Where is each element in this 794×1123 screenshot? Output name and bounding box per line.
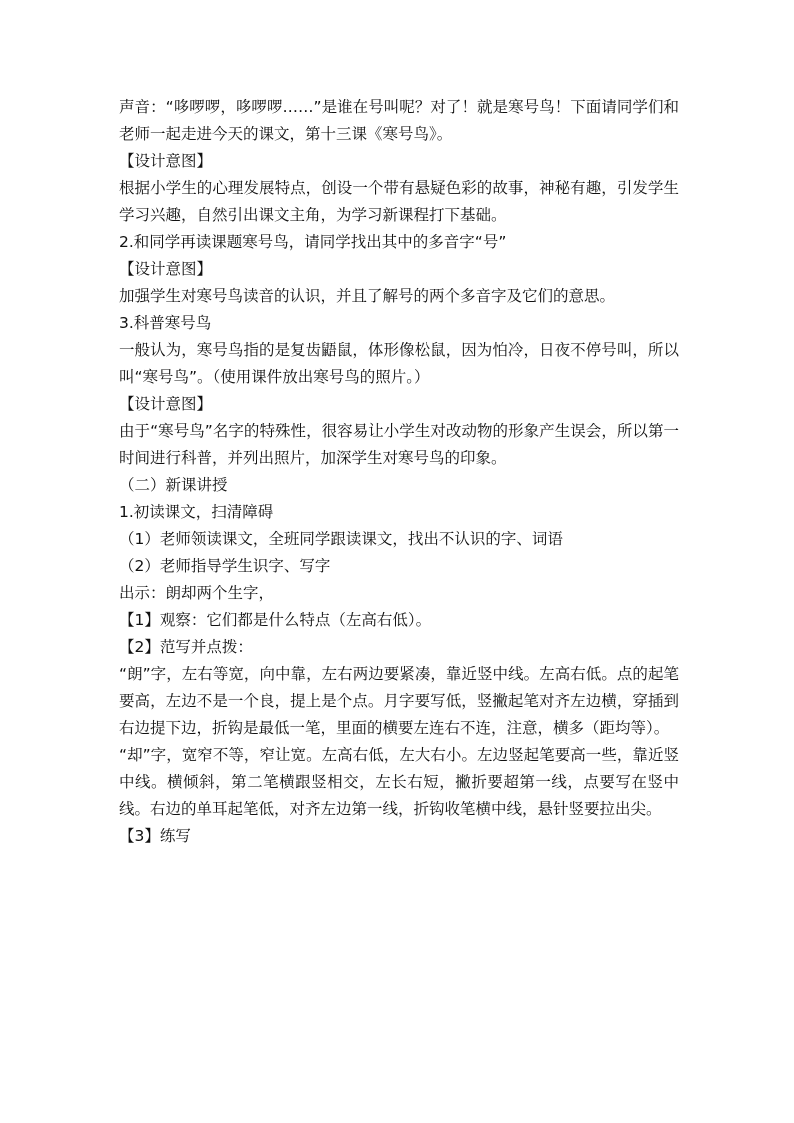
paragraph-first-reading: 1.初读课文，扫清障碍 — [119, 503, 274, 521]
paragraph-practice: 【3】练写 — [119, 827, 191, 845]
paragraph-design-intent-1: 根据小学生的心理发展特点，创设一个带有悬疑色彩的故事，神秘有趣，引发学生学习兴趣，自然引出课文主角，为学习新课程打下基础。 — [119, 179, 679, 224]
paragraph-sub-2: （2）老师指导学生识字、写字 — [119, 557, 331, 575]
heading-design-intent: 【设计意图】 — [119, 152, 213, 170]
paragraph-design-intent-3: 由于“寒号鸟”名字的特殊性，很容易让小学生对改动物的形象产生误会，所以第一时间进行科普，并列出照片，加深学生对寒号鸟的印象。 — [119, 422, 679, 467]
heading-new-lesson: （二）新课讲授 — [119, 476, 228, 494]
paragraph-observe: 【1】观察：它们都是什么特点（左高右低）。 — [119, 611, 432, 629]
paragraph-character-que: “却”字，宽窄不等，窄让宽。左高右低，左大右小。左边竖起笔要高一些，靠近竖中线。横倾斜，第二笔横跟竖相交，左长右短，撇折要超第一线，点要写在竖中线。右边的单耳起笔低，对齐左边第一线，折钩收笔横中线，悬针竖要拉出尖。 — [119, 746, 679, 818]
paragraph-step-2: 2.和同学再读课题寒号鸟，请同学找出其中的多音字“号” — [119, 233, 507, 251]
heading-design-intent: 【设计意图】 — [119, 260, 213, 278]
paragraph-science-intro: 一般认为，寒号鸟指的是复齿鼯鼠，体形像松鼠，因为怕冷，日夜不停号叫，所以叫“寒号鸟”。（使用课件放出寒号鸟的照片。） — [119, 341, 679, 386]
paragraph-design-intent-2: 加强学生对寒号鸟读音的认识，并且了解号的两个多音字及它们的意思。 — [119, 287, 616, 305]
document-body — [119, 94, 679, 850]
paragraph-character-lang: “朗”字，左右等宽，向中靠，左右两边要紧凑，靠近竖中线。左高右低。点的起笔要高，左边不是一个良，提上是个点。月字要写低，竖撇起笔对齐左边横，穿插到右边提下边，折钩是最低一笔，里面的横要左连右不连，注意，横多（距均等）。 — [119, 665, 679, 737]
paragraph-show-characters: 出示：朗却两个生字， — [119, 584, 275, 602]
paragraph-step-3: 3.科普寒号鸟 — [119, 314, 212, 332]
paragraph-intro-sound: 声音：“哆啰啰，哆啰啰……”是谁在号叫呢？对了！就是寒号鸟！下面请同学们和老师一起走进今天的课文，第十三课《寒号鸟》。 — [119, 98, 679, 143]
paragraph-demonstrate: 【2】范写并点拨： — [119, 638, 253, 656]
heading-design-intent: 【设计意图】 — [119, 395, 213, 413]
paragraph-sub-1: （1）老师领读课文，全班同学跟读课文，找出不认识的字、词语 — [119, 530, 563, 548]
